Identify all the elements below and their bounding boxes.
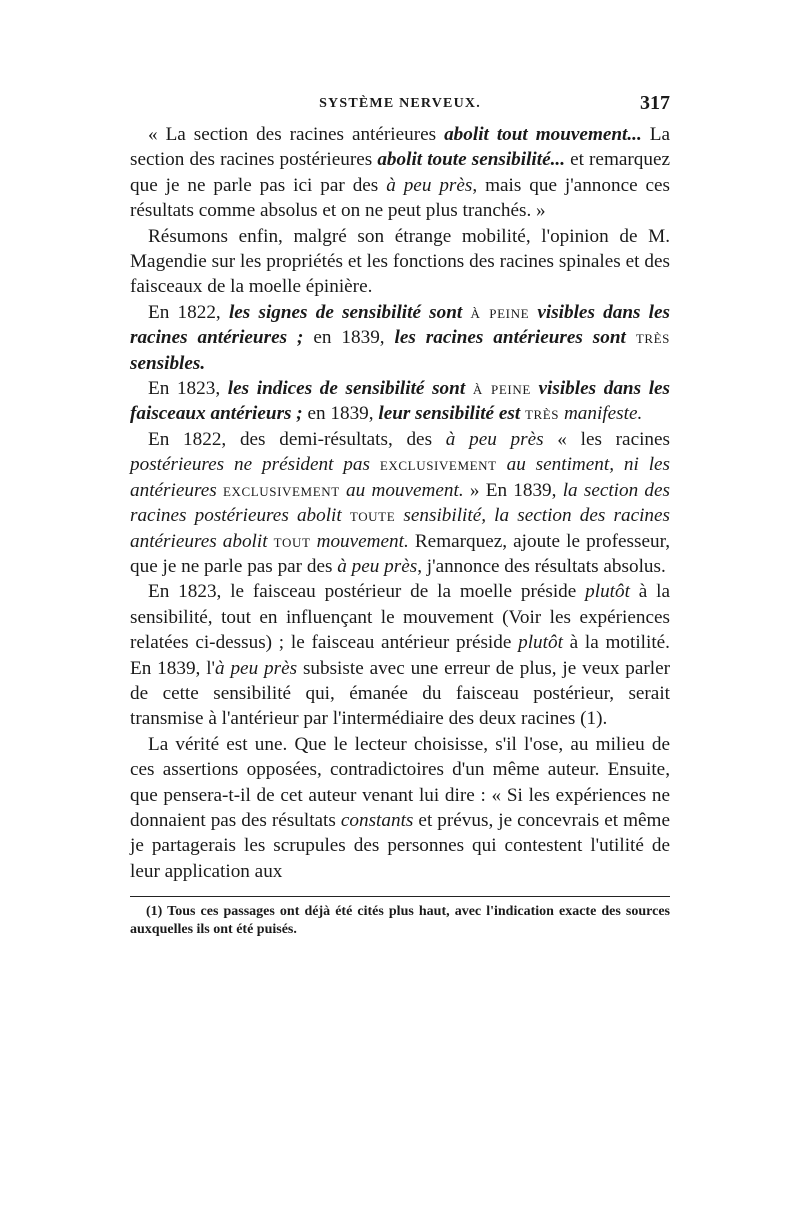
text-run: En 1823, [148,378,228,400]
emphasis: à peu près [215,657,298,679]
small-caps: à peine [470,301,530,323]
emphasis: plutôt [518,632,563,654]
text-run: subsiste avec une erreur de plus, je veux parler de cette sensibilité qui, émanée du faisceau postérieur, serait transmise à l'antérieur par l'intermédiaire des deux racines (1). [130,657,671,730]
emphasis: mouvement. [316,530,409,552]
text-run: , j'annonce des résultats absolus. [417,555,666,577]
paragraph-summary: Résumons enfin, malgré son étrange mobilité, l'opinion de M. Magendie sur les propriétés et les fonctions des racines spinales et des faisceaux de la moelle épinière. [130,225,670,298]
emphasis: manifeste. [563,403,643,425]
text-run: et remarquez que je ne parle pas ici par des [130,149,670,196]
text-run: » En 1839, [463,479,563,501]
emphasis: au mouvement. [346,479,464,501]
text-run: Remarquez, ajoute le professeur, que je ne parle pas par des [130,530,671,577]
small-caps: tout [273,530,311,552]
paragraph-1822-roots [130,300,670,376]
text-run: , mais que j'annonce ces résultats comme absolus et on ne peut plus tranchés. » [130,174,671,222]
emphasis: leur sensibilité est [378,403,521,425]
text-run: En 1823, le faisceau postérieur de la moelle préside [148,581,586,603]
emphasis: postérieures ne président pas [130,454,370,476]
emphasis: les indices de sensibilité sont [227,378,466,400]
text-run: à la motilité. En 1839, l' [130,632,670,679]
emphasis: à peu près [445,428,544,450]
emphasis: à peu près [337,555,418,577]
text-run: en 1839, [303,327,395,349]
text-run: En 1822, des demi-résultats, des [148,428,446,450]
emphasis: sensibles. [130,352,206,374]
page-number: 317 [640,92,670,114]
emphasis: les signes de sensibilité sont [228,301,463,323]
emphasis: les racines antérieures sont [394,327,626,349]
body-text [130,122,670,884]
emphasis: abolit toute sensibilité... [377,149,566,171]
text-run: La vérité est une. Que le lecteur choisisse, s'il l'ose, au milieu de ces assertions opposées, contradictoires d'un même auteur. Ensuite, que pensera-t-il de cet auteur venant lui dire : « Si les expériences ne donnaient pas des résultats [130,733,670,831]
book-page [130,92,670,939]
small-caps: exclusivement [222,479,340,501]
small-caps: exclusivement [379,454,497,476]
emphasis: au sentiment, ni les antérieures [130,454,671,501]
small-caps: très [635,327,670,349]
running-title: SYSTÈME NERVEUX. [319,96,481,111]
text-run: à la sensibilité, tout en influençant le mouvement (Voir les expériences relatées ci-dessus) ; le faisceau antérieur préside [130,581,670,654]
emphasis: la section des racines postérieures abolit [130,479,671,527]
small-caps: toute [349,505,396,527]
paragraph-quote-sections [130,122,670,224]
emphasis: plutôt [585,581,630,603]
paragraph-half-results [130,427,670,579]
emphasis: constants [340,809,414,831]
emphasis: à peu près [386,174,473,196]
paragraph-posterior-bundle [130,579,670,731]
emphasis: visibles dans les racines antérieures ; [130,301,670,349]
emphasis: abolit tout mouvement... [444,124,642,145]
footnote: (1) Tous ces passages ont déjà été cités plus haut, avec l'indication exacte des sources auxquelles ils ont été puisés. [130,904,670,938]
text-run: et prévus, je concevrais et même je partagerais les scrupules des personnes qui contestent l'utilité de leur application aux [130,809,670,882]
emphasis: sensibilité, la section des racines antérieures abolit [130,505,670,552]
emphasis: visibles dans les faisceaux antérieurs ; [130,378,671,425]
running-head [130,92,670,122]
text-run: « La section des racines antérieures [148,124,445,145]
text-run: « les racines [543,428,670,450]
text-run: en 1839, [302,403,379,425]
paragraph-truth [130,732,670,884]
small-caps: très [524,403,560,425]
text-run: En 1822, [148,301,229,323]
footnote-rule [130,896,670,897]
small-caps: à peine [472,378,531,400]
paragraph-1823-bundles [130,376,670,427]
text-run: La section des racines postérieures [130,124,670,171]
